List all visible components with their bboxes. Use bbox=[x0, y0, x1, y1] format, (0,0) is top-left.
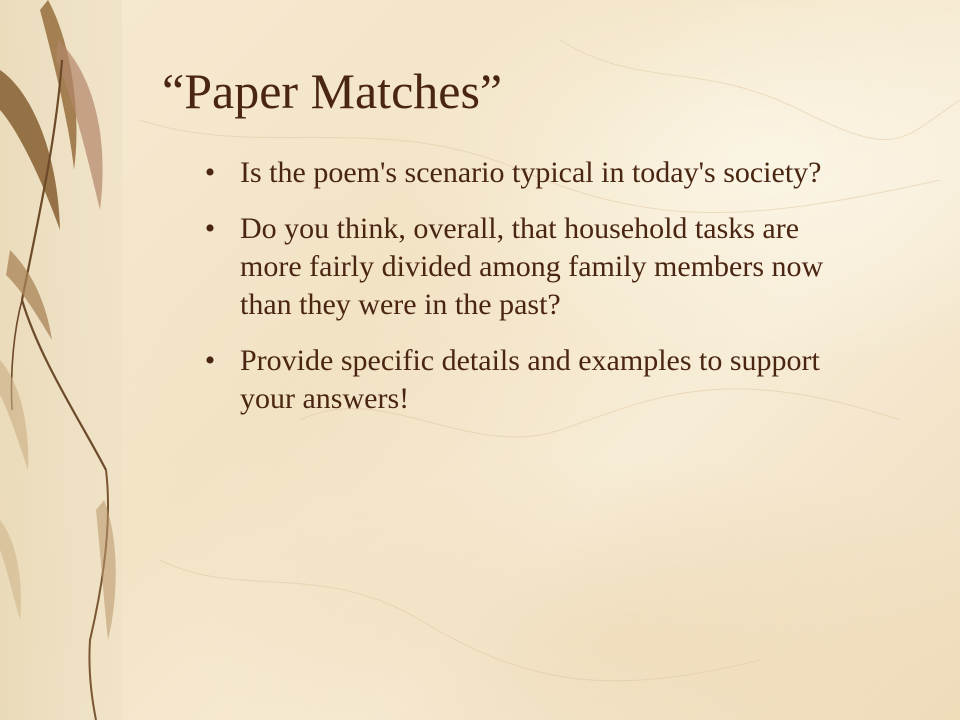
bullet-list bbox=[200, 154, 840, 436]
bullet-point-icon: • bbox=[204, 156, 216, 189]
bullet-text: Provide specific details and examples to support your answers! bbox=[240, 344, 820, 415]
bullet-point-icon: • bbox=[204, 212, 216, 245]
bullet-text: Do you think, overall, that household tasks are more fairly divided among family members now than they were in the past? bbox=[240, 212, 824, 321]
bullet-point-icon: • bbox=[204, 344, 216, 377]
leaf-icon bbox=[0, 0, 116, 720]
bullet-item bbox=[200, 342, 840, 418]
bullet-item bbox=[200, 154, 840, 192]
bullet-text: Is the poem's scenario typical in today's society? bbox=[240, 156, 822, 189]
slide-title: “Paper Matches” bbox=[162, 63, 503, 119]
bullet-item bbox=[200, 210, 840, 324]
